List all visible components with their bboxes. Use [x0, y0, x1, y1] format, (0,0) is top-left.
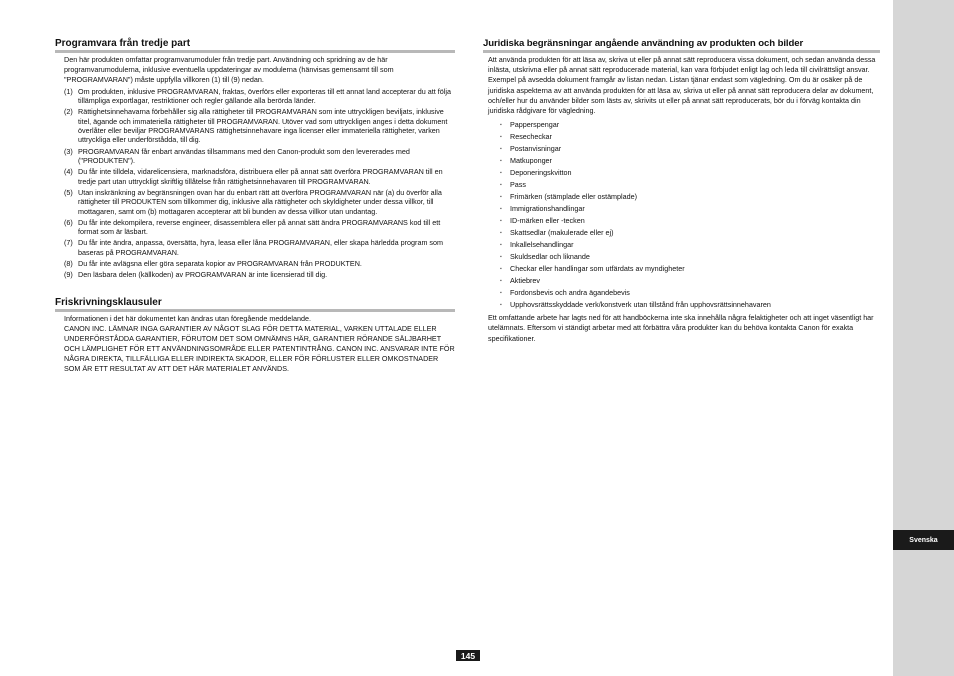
- restricted-document-text: Upphovsrättsskyddade verk/konstverk utan tillstånd från upphovsrättsinnehavaren: [510, 300, 771, 310]
- right-column: [483, 38, 880, 344]
- condition-number: (1): [64, 86, 73, 96]
- bullet-icon: ▪: [500, 194, 502, 201]
- condition-number: (9): [64, 270, 73, 280]
- restricted-document-item: [500, 131, 880, 143]
- condition-text: Rättighetsinnehavarna förbehåller sig alla rättigheter till PROGRAMVARAN som inte uttryckligen beviljats, inklusive titel, ägande och immateriella rättigheter till PROGRAMVARAN. Utöver vad som uttryckligen anges i detta dokument överlåter eller beviljar PROGRAMVARANS rättighetsinnehavare inga licenser eller immateriella rättigheter, varken uttryckliga eller underförstådda, till dig.: [78, 107, 448, 145]
- bullet-icon: ▪: [500, 158, 502, 165]
- restricted-document-text: Resecheckar: [510, 132, 552, 142]
- condition-text: Du får inte avlägsna eller göra separata kopior av PROGRAMVARAN från PRODUKTEN.: [78, 259, 362, 269]
- restricted-document-text: Deponeringskvitton: [510, 168, 572, 178]
- condition-item: [64, 218, 455, 237]
- bullet-icon: ▪: [500, 206, 502, 213]
- restricted-document-text: Matkuponger: [510, 156, 552, 166]
- restricted-document-item: [500, 143, 880, 155]
- condition-number: (2): [64, 107, 73, 117]
- restricted-document-item: [500, 203, 880, 215]
- condition-number: (3): [64, 146, 73, 156]
- bullet-icon: ▪: [500, 218, 502, 225]
- bullet-icon: ▪: [500, 122, 502, 129]
- restricted-document-text: Postanvisningar: [510, 144, 562, 154]
- condition-text: Utan inskränkning av begränsningen ovan har du enbart rätt att överföra PROGRAMVARAN när (a) du överför alla rättigheter till PRODUKTEN som tillkommer dig, inklusive alla rättigheter och skyldigheter under dessa villkor, till mottagaren, samt om (b) mottagaren accepterar att bli bunden av dessa villkor utan undantag.: [78, 187, 442, 216]
- bullet-icon: ▪: [500, 170, 502, 177]
- condition-item: [64, 167, 455, 186]
- restricted-document-item: [500, 251, 880, 263]
- restricted-document-item: [500, 287, 880, 299]
- legal-outro: Ett omfattande arbete har lagts ned för att handböckerna inte ska innehålla några felaktigheter och att inget väsentligt har utelämnats. Eftersom vi ständigt arbetar med att förbättra våra produkter kan du behöva kontakta Canon för exakta specifikationer.: [488, 313, 874, 343]
- restricted-document-text: Skuldsedlar och liknande: [510, 252, 590, 262]
- disclaimer-intro: Informationen i det här dokumentet kan ändras utan föregående meddelande.: [64, 313, 311, 323]
- condition-number: (6): [64, 217, 73, 227]
- condition-number: (4): [64, 167, 73, 177]
- third-party-software-title: Programvara från tredje part: [55, 38, 455, 53]
- restricted-document-text: Inkallelsehandlingar: [510, 240, 574, 250]
- bullet-icon: ▪: [500, 134, 502, 141]
- condition-item: [64, 270, 455, 279]
- restricted-document-text: Skattsedlar (makulerade eller ej): [510, 228, 614, 238]
- restricted-document-text: Fordonsbevis och andra ägandebevis: [510, 288, 630, 298]
- restricted-document-item: [500, 215, 880, 227]
- restricted-document-item: [500, 299, 880, 311]
- restricted-documents-list: [500, 119, 880, 311]
- restricted-document-text: Frimärken (stämplade eller ostämplade): [510, 192, 638, 202]
- condition-item: [64, 87, 455, 106]
- condition-item: [64, 238, 455, 257]
- restricted-document-text: Pass: [510, 180, 526, 190]
- condition-number: (5): [64, 187, 73, 197]
- condition-text: Du får inte dekompilera, reverse engineer, disassemblera eller på annat sätt ändra PROGRAMVARANS kod till ett format som är läsbart.: [78, 217, 441, 237]
- restricted-document-item: [500, 167, 880, 179]
- legal-restrictions-title: Juridiska begränsningar angående användning av produkten och bilder: [483, 38, 880, 53]
- restricted-document-text: Checkar eller handlingar som utfärdats av myndigheter: [510, 264, 685, 274]
- bullet-icon: ▪: [500, 254, 502, 261]
- bullet-icon: ▪: [500, 278, 502, 285]
- restricted-document-text: Immigrationshandlingar: [510, 204, 585, 214]
- legal-intro: Att använda produkten för att läsa av, skriva ut eller på annat sätt reproducera vissa dokument, och sedan använda dessa inlästa, utskrivna eller på annat sätt reproducerade material, kan vara förbjudet enligt lag och leda till civilrättsligt ansvar. Exempel på avsedda dokument framgår av listan nedan. Listan tjänar endast som vägledning. Om du är osäker på de juridiska aspekterna av att använda produkten för att läsa av, skriva ut eller på annat sätt reproducera delar av dokument, och/eller hur du använder bilder som lästs av, skrivits ut eller på annat sätt reproducerats, bör du i förväg kontakta din juridiska rådgivare för vägledning.: [488, 55, 876, 116]
- restricted-document-item: [500, 263, 880, 275]
- language-sidebar: [893, 0, 954, 676]
- page-number: 145: [456, 650, 480, 661]
- restricted-document-item: [500, 119, 880, 131]
- disclaimer-body: CANON INC. LÄMNAR INGA GARANTIER AV NÅGOT SLAG FÖR DETTA MATERIAL, VARKEN UTTALADE ELLER UNDERFÖRSTÅDDA GARANTIER, FÖRUTOM DET SOM OMNÄMNS HÄR, GARANTIER RÖRANDE SÄLJBARHET OCH LÄMPLIGHET FÖR ETT ANVÄNDNINGSOMRÅDE ELLER PATENTINTRÅNG. CANON INC. ANSVARAR INTE FÖR NÅGRA DIREKTA, TILLFÄLLIGA ELLER INDIREKTA SKADOR, ELLER FÖR FÖRLUSTER ELLER OMKOSTNADER SOM ÄR ETT RESULTAT AV ATT DET HÄR MATERIALET ANVÄNDS.: [64, 323, 455, 374]
- condition-text: PROGRAMVARAN får enbart användas tillsammans med den Canon-produkt som den levererades med ("PRODUKTEN").: [78, 146, 410, 166]
- restricted-document-text: ID-märken eller -tecken: [510, 216, 585, 226]
- restricted-document-item: [500, 239, 880, 251]
- language-tab[interactable]: Svenska: [893, 530, 954, 550]
- condition-number: (8): [64, 259, 73, 269]
- restricted-document-item: [500, 275, 880, 287]
- restricted-document-item: [500, 155, 880, 167]
- condition-item: [64, 259, 455, 268]
- bullet-icon: ▪: [500, 266, 502, 273]
- condition-text: Om produkten, inklusive PROGRAMVARAN, fraktas, överförs eller exporteras till ett annat land accepterar du att följa tillämpliga exportlagar, restriktioner och regler gällande alla berörda länder.: [78, 86, 451, 106]
- restricted-document-text: Aktiebrev: [510, 276, 540, 286]
- bullet-icon: ▪: [500, 146, 502, 153]
- condition-item: [64, 107, 455, 145]
- condition-text: Den läsbara delen (källkoden) av PROGRAMVARAN är inte licensierad till dig.: [78, 270, 328, 280]
- bullet-icon: ▪: [500, 230, 502, 237]
- restricted-document-item: [500, 227, 880, 239]
- bullet-icon: ▪: [500, 302, 502, 309]
- disclaimer-title: Friskrivningsklausuler: [55, 297, 455, 312]
- bullet-icon: ▪: [500, 182, 502, 189]
- condition-item: [64, 147, 455, 166]
- restricted-document-item: [500, 191, 880, 203]
- condition-number: (7): [64, 238, 73, 248]
- restricted-document-text: Papperspengar: [510, 120, 560, 130]
- bullet-icon: ▪: [500, 290, 502, 297]
- third-party-conditions-list: [64, 87, 455, 280]
- left-column: [55, 38, 455, 374]
- bullet-icon: ▪: [500, 242, 502, 249]
- condition-item: [64, 188, 455, 216]
- condition-text: Du får inte tilldela, vidarelicensiera, marknadsföra, distribuera eller på annat sätt överföra PROGRAMVARAN till en tredje part utan uttryckligt skriftlig tillåtelse från rättighetsinnehavaren till PROGRAMVARAN.: [78, 167, 443, 186]
- third-party-intro: Den här produkten omfattar programvarumoduler från tredje part. Användning och spridning av de här programvarumodulerna, inklusive eventuella uppdateringar av modulerna (hänvisas gemensamt till som "PROGRAMVARAN") måste uppfylla villkoren (1) till (9) nedan.: [64, 55, 394, 85]
- restricted-document-item: [500, 179, 880, 191]
- condition-text: Du får inte ändra, anpassa, översätta, hyra, leasa eller låna PROGRAMVARAN, eller skapa härledda program som baseras på PROGRAMVARAN.: [78, 238, 444, 257]
